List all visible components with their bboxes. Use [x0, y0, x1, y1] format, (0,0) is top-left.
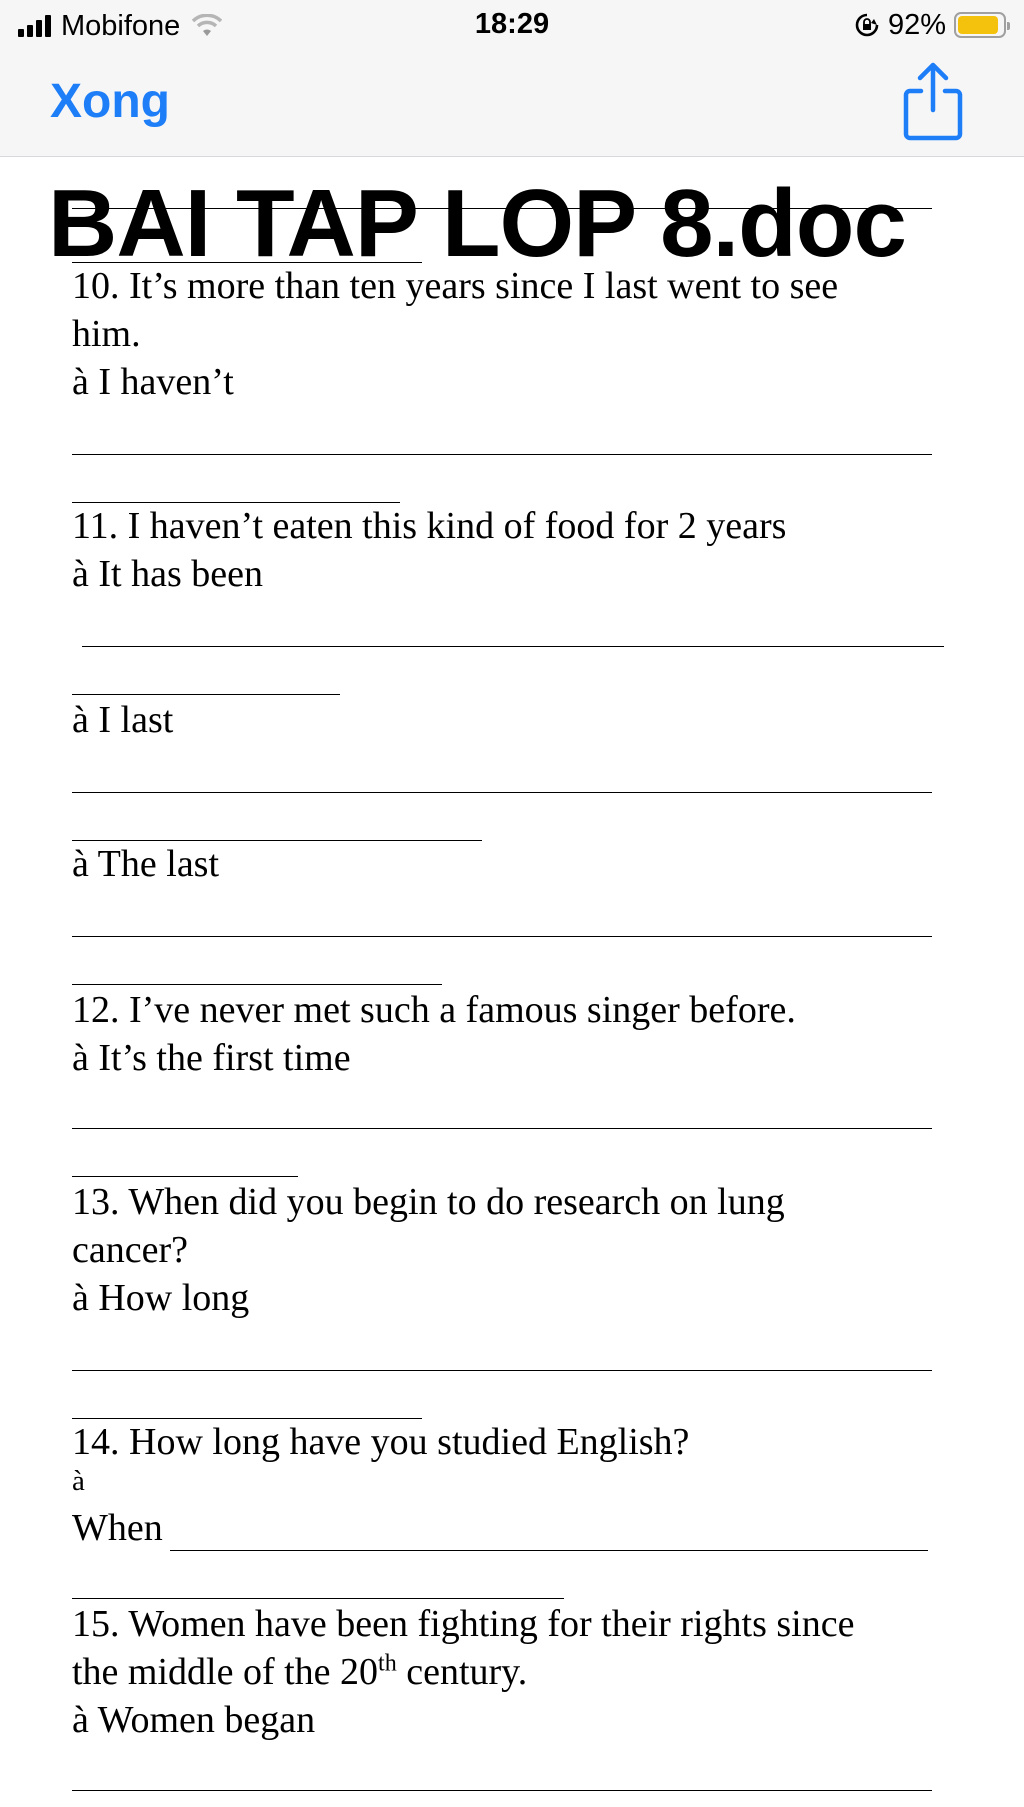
- battery-percent: 92%: [887, 8, 946, 41]
- question-15-answer-prompt: à Women began: [72, 1699, 316, 1741]
- carrier-name: Mobifone: [61, 9, 181, 42]
- status-time: 18:29: [474, 8, 550, 40]
- question-15-line-2: [72, 1650, 527, 1694]
- answer-blank: [72, 502, 400, 503]
- document-title: BAI TAP LOP 8.doc: [48, 170, 906, 277]
- answer-blank: [72, 1128, 932, 1129]
- share-button[interactable]: [898, 58, 968, 142]
- question-15-line-2-pre: the middle of the 20: [72, 1651, 379, 1693]
- answer-blank: [72, 1370, 932, 1371]
- question-15-line-1: 15. Women have been fighting for their rights since: [72, 1603, 855, 1645]
- answer-blank: [72, 454, 932, 455]
- navigation-bar: [0, 52, 1024, 157]
- question-10-line-1: 10. It’s more than ten years since I last went to see: [72, 265, 839, 307]
- question-11-answer-prompt-3: à The last: [72, 843, 220, 885]
- question-13-line-2: cancer?: [72, 1229, 188, 1271]
- question-14-line: 14. How long have you studied English?: [72, 1421, 690, 1463]
- question-12-answer-prompt: à It’s the first time: [72, 1037, 351, 1079]
- orientation-lock-icon: [854, 12, 880, 38]
- answer-blank: [82, 646, 944, 647]
- question-15-line-2-post: century.: [396, 1651, 528, 1693]
- status-bar: [0, 0, 1024, 52]
- question-11-answer-prompt-2: à I last: [72, 699, 174, 741]
- superscript-th: th: [378, 1650, 397, 1677]
- question-14-answer-prompt: When: [72, 1507, 163, 1549]
- question-11-answer-prompt-1: à It has been: [72, 553, 263, 595]
- answer-blank: [72, 840, 482, 841]
- answer-blank: [170, 1550, 928, 1551]
- done-button[interactable]: Xong: [50, 75, 170, 128]
- answer-blank: [72, 936, 932, 937]
- question-11-line: 11. I haven’t eaten this kind of food for 2 years: [72, 505, 787, 547]
- answer-blank: [72, 1176, 298, 1177]
- question-10-line-2: him.: [72, 313, 141, 355]
- answer-blank: [72, 984, 442, 985]
- answer-blank: [72, 694, 340, 695]
- status-right: [854, 9, 1006, 41]
- share-icon: [898, 58, 968, 142]
- question-14-arrow: à: [72, 1465, 85, 1497]
- answer-blank: [72, 1790, 932, 1791]
- battery-icon: [954, 12, 1006, 38]
- battery-fill: [958, 16, 998, 34]
- question-10-answer-prompt: à I haven’t: [72, 361, 234, 403]
- answer-blank: [72, 1598, 564, 1599]
- question-13-answer-prompt: à How long: [72, 1277, 250, 1319]
- answer-blank: [72, 1418, 422, 1419]
- question-12-line: 12. I’ve never met such a famous singer before.: [72, 989, 796, 1031]
- question-13-line-1: 13. When did you begin to do research on lung: [72, 1181, 785, 1223]
- answer-blank: [72, 792, 932, 793]
